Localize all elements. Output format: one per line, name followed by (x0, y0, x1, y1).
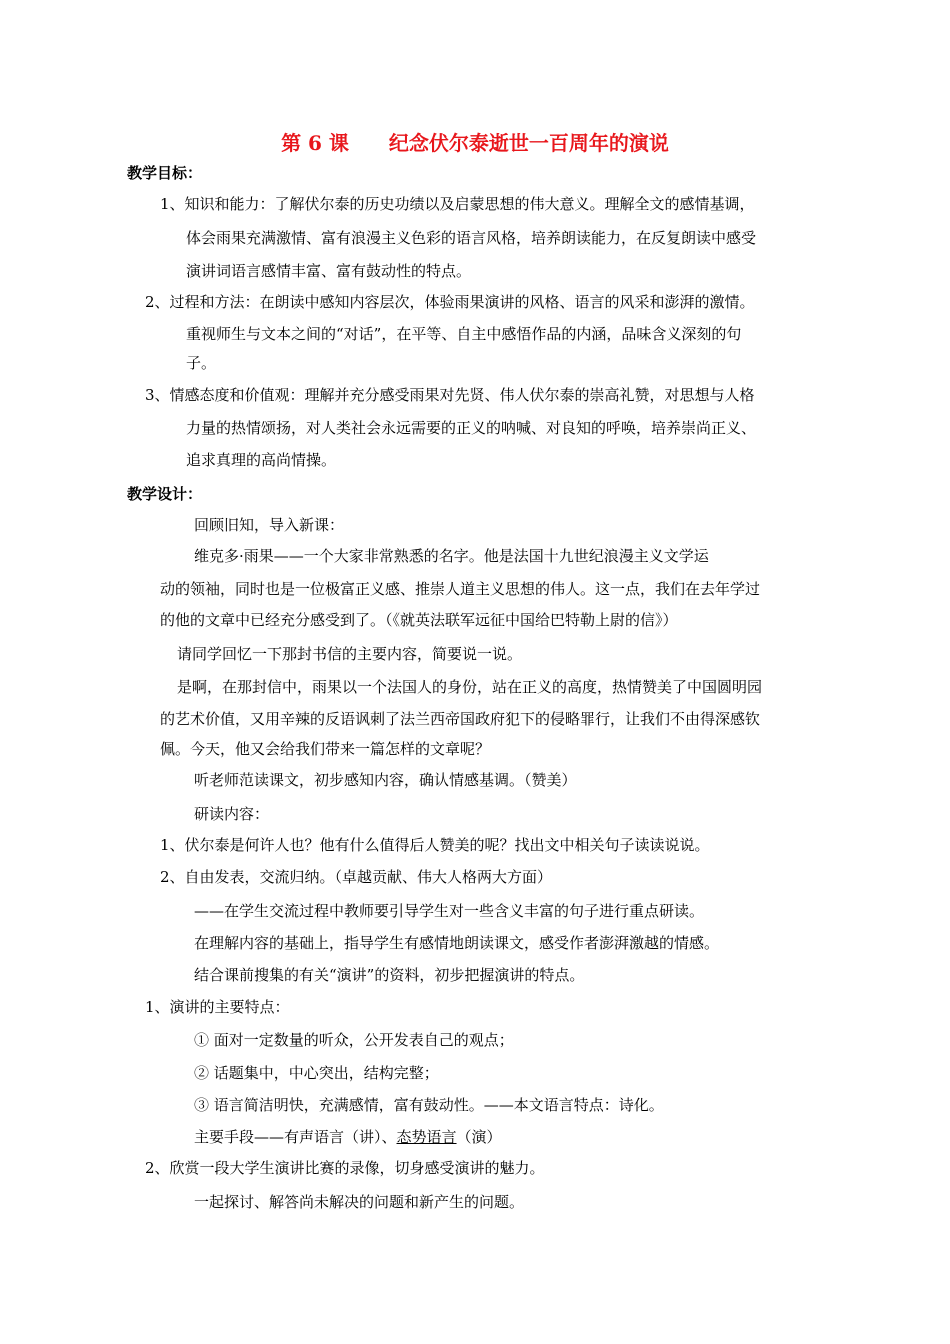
page-title (0, 130, 950, 156)
feature-1: ① 面对一定数量的听众，公开发表自己的观点； (194, 1031, 514, 1049)
section-2-heading: 2、欣赏一段大学生演讲比赛的录像，切身感受演讲的魅力。 (145, 1159, 545, 1177)
lesson-name: 纪念伏尔泰逝世一百周年的演说 (388, 131, 669, 155)
main-means-suffix: （演） (456, 1128, 502, 1146)
design-p4-line-3: 佩。今天，他又会给我们带来一篇怎样的文章呢？ (160, 740, 491, 758)
design-p4-line-2: 的艺术价值，又用辛辣的反语讽刺了法兰西帝国政府犯下的侵略罪行，让我们不由得深感钦 (160, 710, 761, 728)
main-means-underlined: 态势语言 (396, 1128, 457, 1146)
goal-3-line-1: 3、情感态度和价值观：理解并充分感受雨果对先贤、伟人伏尔泰的崇高礼赞，对思想与人格 (145, 386, 755, 404)
goal-2-line-2: 重视师生与文本之间的“对话”，在平等、自主中感悟作品的内涵，品味含义深刻的句 (186, 325, 742, 343)
closing-line: 一起探讨、解答尚未解决的问题和新产生的问题。 (194, 1193, 525, 1211)
design-p2-line-2: 动的领袖，同时也是一位极富正义感、推崇人道主义思想的伟人。这一点，我们在去年学过 (160, 580, 761, 598)
design-intro: 回顾旧知，导入新课： (194, 516, 345, 534)
goal-2-line-1: 2、过程和方法：在朗读中感知内容层次，体验雨果演讲的风格、语言的风采和澎湃的激情。 (145, 293, 755, 311)
design-p3: 请同学回忆一下那封书信的主要内容，简要说一说。 (177, 645, 523, 663)
goal-1-line-1: 1、知识和能力：了解伏尔泰的历史功绩以及启蒙思想的伟大意义。理解全文的感情基调， (160, 195, 755, 213)
goals-heading: 教学目标： (127, 164, 203, 182)
note-2: 在理解内容的基础上，指导学生有感情地朗读课文，感受作者澎湃激越的情感。 (194, 934, 720, 952)
section-1-heading: 1、演讲的主要特点： (145, 998, 290, 1016)
goal-1-line-3: 演讲词语言感情丰富、富有鼓动性的特点。 (186, 262, 472, 280)
goal-3-line-3: 追求真理的高尚情操。 (186, 451, 337, 469)
design-p4-line-1: 是啊，在那封信中，雨果以一个法国人的身份，站在正义的高度，热情赞美了中国圆明园 (177, 678, 763, 696)
main-means-prefix: 主要手段——有声语言（讲）、 (194, 1128, 397, 1146)
design-p2-line-1: 维克多·雨果——一个大家非常熟悉的名字。他是法国十九世纪浪漫主义文学运 (194, 547, 709, 565)
question-1: 1、伏尔泰是何许人也？他有什么值得后人赞美的呢？找出文中相关句子读读说说。 (160, 836, 710, 854)
note-3: 结合课前搜集的有关“演讲”的资料，初步把握演讲的特点。 (194, 966, 585, 984)
goal-2-line-3: 子。 (186, 354, 217, 372)
design-p6: 研读内容： (194, 805, 270, 823)
feature-2: ② 话题集中，中心突出，结构完整； (194, 1064, 439, 1082)
design-p2-line-3: 的他的文章中已经充分感受到了。（《就英法联军远征中国给巴特勒上尉的信》） (160, 611, 678, 629)
goal-3-line-2: 力量的热情颂扬，对人类社会永远需要的正义的呐喊、对良知的呼唤，培养崇尚正义、 (186, 419, 757, 437)
goal-1-line-2: 体会雨果充满激情、富有浪漫主义色彩的语言风格，培养朗读能力，在反复朗读中感受 (186, 229, 757, 247)
main-means (194, 1127, 502, 1147)
feature-3: ③ 语言简洁明快，充满感情，富有鼓动性。——本文语言特点：诗化。 (194, 1096, 664, 1114)
design-heading: 教学设计： (127, 485, 203, 503)
lesson-number: 第 6 课 (281, 131, 349, 155)
design-p5: 听老师范读课文，初步感知内容，确认情感基调。（赞美） (194, 771, 577, 789)
question-2: 2、自由发表，交流归纳。（卓越贡献、伟大人格两大方面） (160, 868, 553, 886)
note-1: ——在学生交流过程中教师要引导学生对一些含义丰富的句子进行重点研读。 (194, 902, 705, 920)
